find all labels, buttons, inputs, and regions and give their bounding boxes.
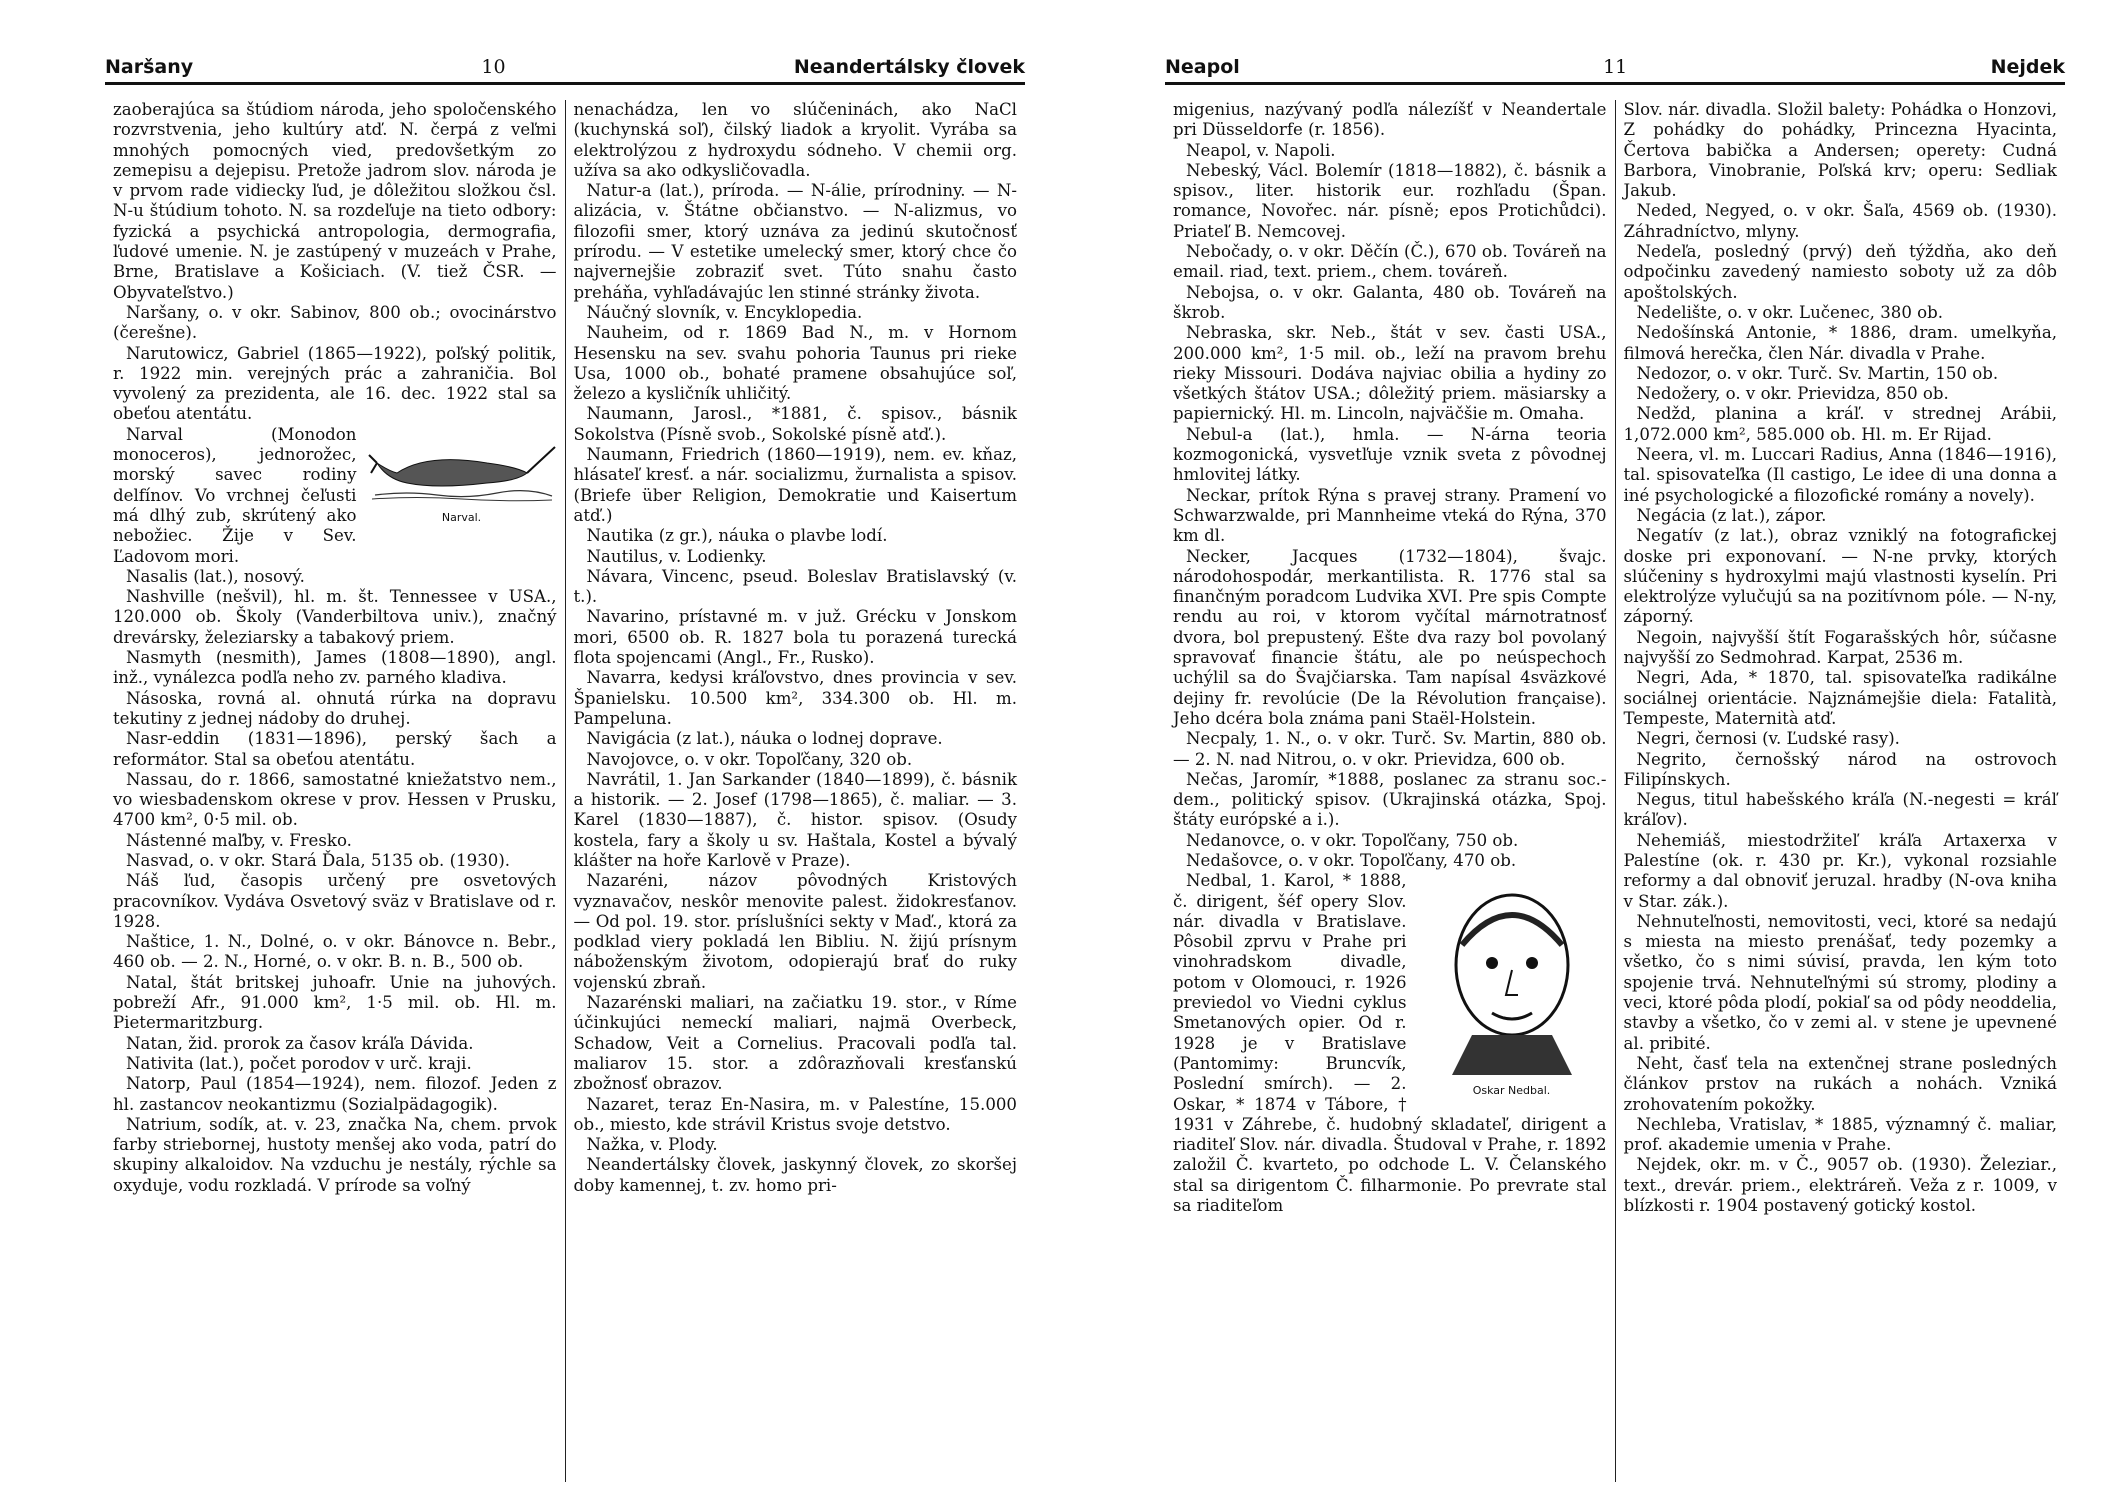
entry: Negoin, najvyšší štít Fogarašských hôr, súčasne najvyšší zo Sedmohrad. Karpat, 2536 m. [1623,627,2057,668]
entry: Nebul-a (lat.), hmla. — N-árna teoria kozmogonická, vysvetľuje vznik sveta z pôvodnej hmlovitej látky. [1173,424,1607,485]
entry: Nasr-eddin (1831—1896), perský šach a reformátor. Stal sa obeťou atentátu. [113,729,557,769]
entry: Nautilus, v. Lodienky. [586,546,767,566]
entry: Nasmyth (nesmith), James (1808—1890), angl. inž., vynálezca podľa neho zv. parného kladiva. [113,648,557,688]
entry: Nativita (lat.), počet porodov v urč. kraji. [126,1053,472,1073]
entry: Nechleba, Vratislav, * 1885, významný č. maliar, prof. akademie umenia v Prahe. [1623,1114,2057,1155]
entry: Natur-a (lat.), príroda. — N-álie, prírodniny. — N-alizácia, v. Štátne občianstvo. — N-alizmus, vo filozofii smer, ktorý uznáva za jedinú skutočnosť prírodu. — V estetike umelecký smer, ktorý chce čo najvernejšie zobraziť svet. Túto snahu často preháňa, vyhľadávajúc len stinné stránky života. [573,181,1017,302]
entry: Nedozor, o. v okr. Turč. Sv. Martin, 150 ob. [1636,363,1999,383]
entry: Nedžd, planina a kráľ. v strednej Arábii, 1,072.000 km², 585.000 ob. Hl. m. Er Rijad. [1623,404,2057,444]
entry: Neapol, v. Napoli. [1186,140,1336,160]
entry: Natal, štát britskej juhoafr. Unie na juhových. pobreží Afr., 91.000 km², 1·5 mil. ob. Hl. m. Pietermaritzburg. [113,972,557,1033]
entry: Navojovce, o. v okr. Topoľčany, 320 ob. [586,749,913,769]
entry: Nebeský, Václ. Bolemír (1818—1882), č. básnik a spisov., liter. historik eur. rozhľadu (Špan. romance, Novořec. nár. písně; epos Protichůdci). Priateľ B. Nemcovej. [1173,160,1607,241]
entry: Navigácia (z lat.), náuka o lodnej doprave. [586,729,943,749]
narwhal-illustration [367,433,557,503]
entry: Nehnuteľnosti, nemovitosti, veci, ktoré sa nedajú s miesta na miesto prenášať, tedy pozemky a všetko, čo s nimi súvisí, pravda, len kým toto spojenie trvá. Nehnuteľnými sú stromy, plodiny a veci, ktoré pôda plodí, pokiaľ sa od pôdy neoddelia, stavby a všetko, čo v zemi al. v stene je upevnené al. pribité. [1623,911,2057,1053]
entry: Nedanovce, o. v okr. Topoľčany, 750 ob. [1186,830,1519,850]
left-header-last-word: Neandertálsky človek [793,56,1025,78]
entry: Negatív (z lat.), obraz vzniklý na fotografickej doske pri exponovaní. — N-ne prvky, ktorých slúčeniny s hydroxylmi majú vlastnosti kyselín. Pri elektrolýze vylučujú sa na pozitívnom póle. — N-ny, záporný. [1623,526,2057,627]
entry: Nassau, do r. 1866, samostatné kniežatstvo nem., vo wiesbadenskom okrese v prov. Hessen v Prusku, 4700 km², 0·5 mil. ob. [113,769,557,830]
right-page [1165,0,2065,1500]
entry: Navarino, prístavné m. v juž. Grécku v Jonskom mori, 6500 ob. R. 1827 bola tu porazená turecká flota spojencami (Angl., Fr., Rusko). [573,607,1017,668]
entry: Natrium, sodík, at. v. 23, značka Na, chem. prvok farby striebornej, hustoty menšej ako voda, patrí do skupiny alkaloidov. Na vzduchu je nestály, rýchle sa oxyduje, vodu rozkladá. V prírode sa voľný [113,1114,557,1195]
entry: Navarra, kedysi kráľovstvo, dnes provincia v sev. Španielsku. 10.500 km², 334.300 ob. Hl. m. Pampeluna. [573,668,1017,728]
right-header-word: Neapol [1165,56,1240,78]
narwhal-caption: Narval. [441,511,482,525]
entry: Neandertálsky človek, jaskynný človek, zo skoršej doby kamennej, t. zv. homo pri- [573,1155,1017,1195]
entry: migenius, nazývaný podľa nálezíšť v Neandertale pri Düsseldorfe (r. 1856). [1173,100,1607,140]
entry: Natan, žid. prorok za časov kráľa Dávida. [126,1033,474,1053]
entry: Navrátil, 1. Jan Sarkander (1840—1899), č. básnik a historik. — 2. Josef (1798—1865), č. maliar. — 3. Karel (1830—1887), č. histor. spisov. (Osudy kostela, fary a školy u sv. Haštala, Kostel a bývalý klášter na hoře Karlově v Praze). [573,769,1017,870]
entry: Nedelište, o. v okr. Lučenec, 380 ob. [1636,302,1944,322]
entry: Nažka, v. Plody. [586,1135,718,1155]
entry: Náš ľud, časopis určený pre osvetových pracovníkov. Vydáva Osvetový sväz v Bratislave od r. 1928. [113,871,557,931]
entry: Nedošínská Antonie, * 1886, dram. umelkyňa, filmová herečka, člen Nár. divadla v Prahe. [1623,323,2057,363]
entry: Naštice, 1. N., Dolné, o. v okr. Bánovce n. Bebr., 460 ob. — 2. N., Horné, o. v okr. B. n. B., 500 ob. [113,932,557,972]
entry: Nazaret, teraz En-Nasira, m. v Palestíne, 15.000 ob., miesto, kde strávil Kristus svoje detstvo. [573,1094,1017,1134]
entry: Narval (Monodon monoceros), jednorožec, morský savec rodiny delfínov. Vo vrchnej čeľusti má dlhý zub, skrútený ako nebožiec. Žije v Sev. Ľadovom mori. [113,424,357,566]
entry: Negus, titul habešského kráľa (N.-negesti = kráľ kráľov). [1623,790,2057,830]
entry: Neht, časť tela na extenčnej strane posledných článkov prstov na rukách a nohách. Vzniká zrohovatením pokožky. [1623,1053,2057,1114]
entry: Naumann, Friedrich (1860—1919), nem. ev. kňaz, hlásateľ kresť. a nár. socializmu, žurnalista a spisov. (Briefe über Religion, Demokratie und Kaisertum atď.) [573,445,1017,525]
entry: Naršany, o. v okr. Sabinov, 800 ob.; ovocinárstvo (čerešne). [113,302,557,343]
left-page-header [105,52,1025,85]
entry: Nebojsa, o. v okr. Galanta, 480 ob. Továreň na škrob. [1173,282,1607,322]
nedbal-caption: Oskar Nedbal. [1472,1083,1551,1097]
entry: Nedbal, 1. Karol, * 1888, č. dirigent, šéf opery Slov. nár. divadla v Bratislave. Pôsobil zprvu v Prahe pri vinohradskom divadle, potom v Olomouci, r. 1926 previedol vo Viedni cyklus Smetanových opier. Od r. 1928 je v Bratislave (Pantomimy: Bruncvík, Poslední smírch). — 2. Oskar, * 1874 v Tábore, † 1931 v Záhrebe, č. hudobný skladateľ, dirigent a riaditeľ Slov. nár. divadla. Študoval v Prahe, r. 1892 založil Č. kvarteto, po odchode L. V. Čelanského stal sa dirigentom Č. filharmonie. Po prevrate stal sa riaditeľom [1173,871,1607,1216]
entry: Neded, Negyed, o. v okr. Šaľa, 4569 ob. (1930). Záhradníctvo, mlyny. [1623,201,2057,241]
entry: Nehemiáš, miestodržiteľ kráľa Artaxerxa v Palestíne (ok. r. 430 pr. Kr.), vykonal rozsiahle reformy a dal obnoviť jeruzal. hradby (N-ova kniha v Star. zák.). [1623,830,2057,911]
entry: Slov. nár. divadla. Složil balety: Pohádka o Honzovi, Z pohádky do pohádky, Princezna Hyacinta, Čertova babička a Andersen; operety: Cudná Barbora, Vinobranie, Poľská krv; operu: Sedliak Jakub. [1623,100,2057,201]
entry: Nebraska, skr. Neb., štát v sev. časti USA., 200.000 km², 1·5 mil. ob., leží na pravom brehu rieky Missouri. Dodáva najviac obilia a hydiny zo všetkých štátov USA.; dôležitý priem. mäsiarsky a papiernický. Hl. m. Lincoln, najväčšie m. Omaha. [1173,323,1607,424]
entry: Náučný slovník, v. Encyklopedia. [586,302,863,322]
entry: Násoska, rovná al. ohnutá rúrka na dopravu tekutiny z jednej nádoby do druhej. [113,688,557,728]
right-header-last-word: Nejdek [1990,56,2065,78]
entry: Nauheim, od r. 1869 Bad N., m. v Hornom Hesensku na sev. svahu pohoria Taunus pri rieke Usa, 1000 ob., bohaté pramene obsahujúce soľ, železo a kysličník uhličitý. [573,323,1017,404]
entry: Natorp, Paul (1854—1924), nem. filozof. Jeden z hl. zastancov neokantizmu (Sozialpädagogik). [113,1074,557,1114]
entry: Nazarénski maliari, na začiatku 19. stor., v Ríme účinkujúci nemeckí maliari, najmä Overbeck, Schadow, Veit a Cornelius. Pracovali podľa tal. maliarov 15. stor. a zdôrazňovali kresťanskú zbožnosť obrazov. [573,993,1017,1094]
entry: Nasvad, o. v okr. Stará Ďala, 5135 ob. (1930). [126,850,511,870]
entry: Nedožery, o. v okr. Prievidza, 850 ob. [1636,384,1949,404]
entry: Naumann, Jarosl., *1881, č. spisov., básnik Sokolstva (Písně svob., Sokolské písně atď.). [573,404,1017,444]
entry: Necker, Jacques (1732—1804), švajc. národohospodár, merkantilista. R. 1776 stal sa finančným poradcom Ludvika XVI. Pre spis Compte rendu au roi, v ktorom vyčítal márnotratnosť dvora, bol prepustený. Ešte dva razy bol povolaný spravovať financie štátu, ale po neúspechoch uchýlil sa do Švajčiarska. Tam napísal 4sväzkové dejiny fr. revolúcie (De la Révolution française). Jeho dcéra bola známa pani Staël-Holstein. [1173,546,1607,728]
left-page-column-2 [565,100,1026,1482]
entry: Nautika (z gr.), náuka o plavbe lodí. [586,526,888,546]
left-page-number: 10 [481,56,506,78]
right-page-number: 11 [1603,56,1628,78]
entry: Necpaly, 1. N., o. v okr. Turč. Sv. Martin, 880 ob. — 2. N. nad Nitrou, o. v okr. Prievidza, 600 ob. [1173,729,1607,769]
left-header-word: Naršany [105,56,194,78]
entry: Nebočady, o. v okr. Děčín (Č.), 670 ob. Továreň na email. riad, text. priem., chem. továreň. [1173,242,1607,282]
left-page-column-1 [105,100,565,1482]
entry: Negrito, černošský národ na ostrovoch Filipínskych. [1623,749,2057,789]
entry: Nazaréni, názov pôvodných Kristových vyznavačov, neskôr menovite palest. židokresťanov. — Od pol. 19. stor. príslušníci sekty v Maď., ktorá za podklad viery pokladá len Bibliu. N. žijú prísnym náboženským životom, odopierajú brať do ruky vojenskú zbraň. [573,871,1017,992]
entry: nenachádza, len vo slúčeninách, ako NaCl (kuchynská soľ), čilský liadok a kryolit. Vyrába sa elektrolýzou z hydroxydu sódneho. V chemii org. užíva sa ako odkysličovadla. [573,100,1017,180]
entry: Nedeľa, posledný (prvý) deň týždňa, ako deň odpočinku zavedený namiesto soboty už za dôb apoštolských. [1623,242,2057,302]
entry: Nečas, Jaromír, *1888, poslanec za stranu soc.-dem., politický spisov. (Ukrajinská otázka, Spoj. štáty európské a i.). [1173,769,1607,830]
right-page-header [1165,52,2065,85]
right-page-column-1 [1165,100,1615,1482]
entry: Negri, černosi (v. Ľudské rasy). [1636,729,1900,749]
entry: Negácia (z lat.), zápor. [1636,505,1827,525]
entry: Návara, Vincenc, pseud. Boleslav Bratislavský (v. t.). [573,566,1017,607]
entry: zaoberajúca sa štúdiom národa, jeho spoločenského rozvrstvenia, jeho kultúry atď. N. čerpá z veľmi mnohých pomocných vied, predovšetkým zo zemepisu a dejepisu. Pretože jadrom slov. národa je v prvom rade vidiecky ľud, je dôležitou složkou čsl. N-u štúdium tohoto. N. sa rozdeľuje na tieto odbory: fyzická a psychická antropologia, dermografia, ľudové umenie. N. je zastúpený v muzeách v Prahe, Brne, Bratislave a Košiciach. (V. tiež ČSR. — Obyvateľstvo.) [113,100,557,302]
left-page [105,0,1025,1500]
entry: Nashville (nešvil), hl. m. št. Tennessee v USA., 120.000 ob. Školy (Vanderbiltova univ.), značný drevársky, železiarsky a tabakový priem. [113,587,557,647]
entry: Negri, Ada, * 1870, tal. spisovateľka radikálne sociálnej orientácie. Najznámejšie diela: Fatalità, Tempeste, Maternità atď. [1623,668,2057,728]
portrait-illustration [1422,875,1602,1075]
entry: Nasalis (lat.), nosový. [126,566,305,586]
entry: Nástenné maľby, v. Fresko. [126,830,352,850]
entry: Nedašovce, o. v okr. Topoľčany, 470 ob. [1186,850,1517,870]
entry: Neckar, prítok Rýna s pravej strany. Pramení vo Schwarzwalde, pri Mannheime vteká do Rýna, 370 km dl. [1173,485,1607,546]
entry: Nejdek, okr. m. v Č., 9057 ob. (1930). Železiar., text., drevár. priem., elektráreň. Veža z r. 1009, v blízkosti r. 1904 postavený gotický kostol. [1623,1155,2057,1216]
entry: Neera, vl. m. Luccari Radius, Anna (1846—1916), tal. spisovateľka (Il castigo, Le idee di una donna a iné psychologické a filozofické romány a novely). [1623,445,2057,505]
right-page-column-2 [1615,100,2066,1482]
entry: Narutowicz, Gabriel (1865—1922), poľský politik, r. 1922 min. verejných prác a zahraničia. Bol vyvolený za prezidenta, ale 16. dec. 1922 stal sa obeťou atentátu. [113,343,557,424]
narwhal-figure [367,433,557,529]
nedbal-portrait-figure [1417,875,1607,1101]
